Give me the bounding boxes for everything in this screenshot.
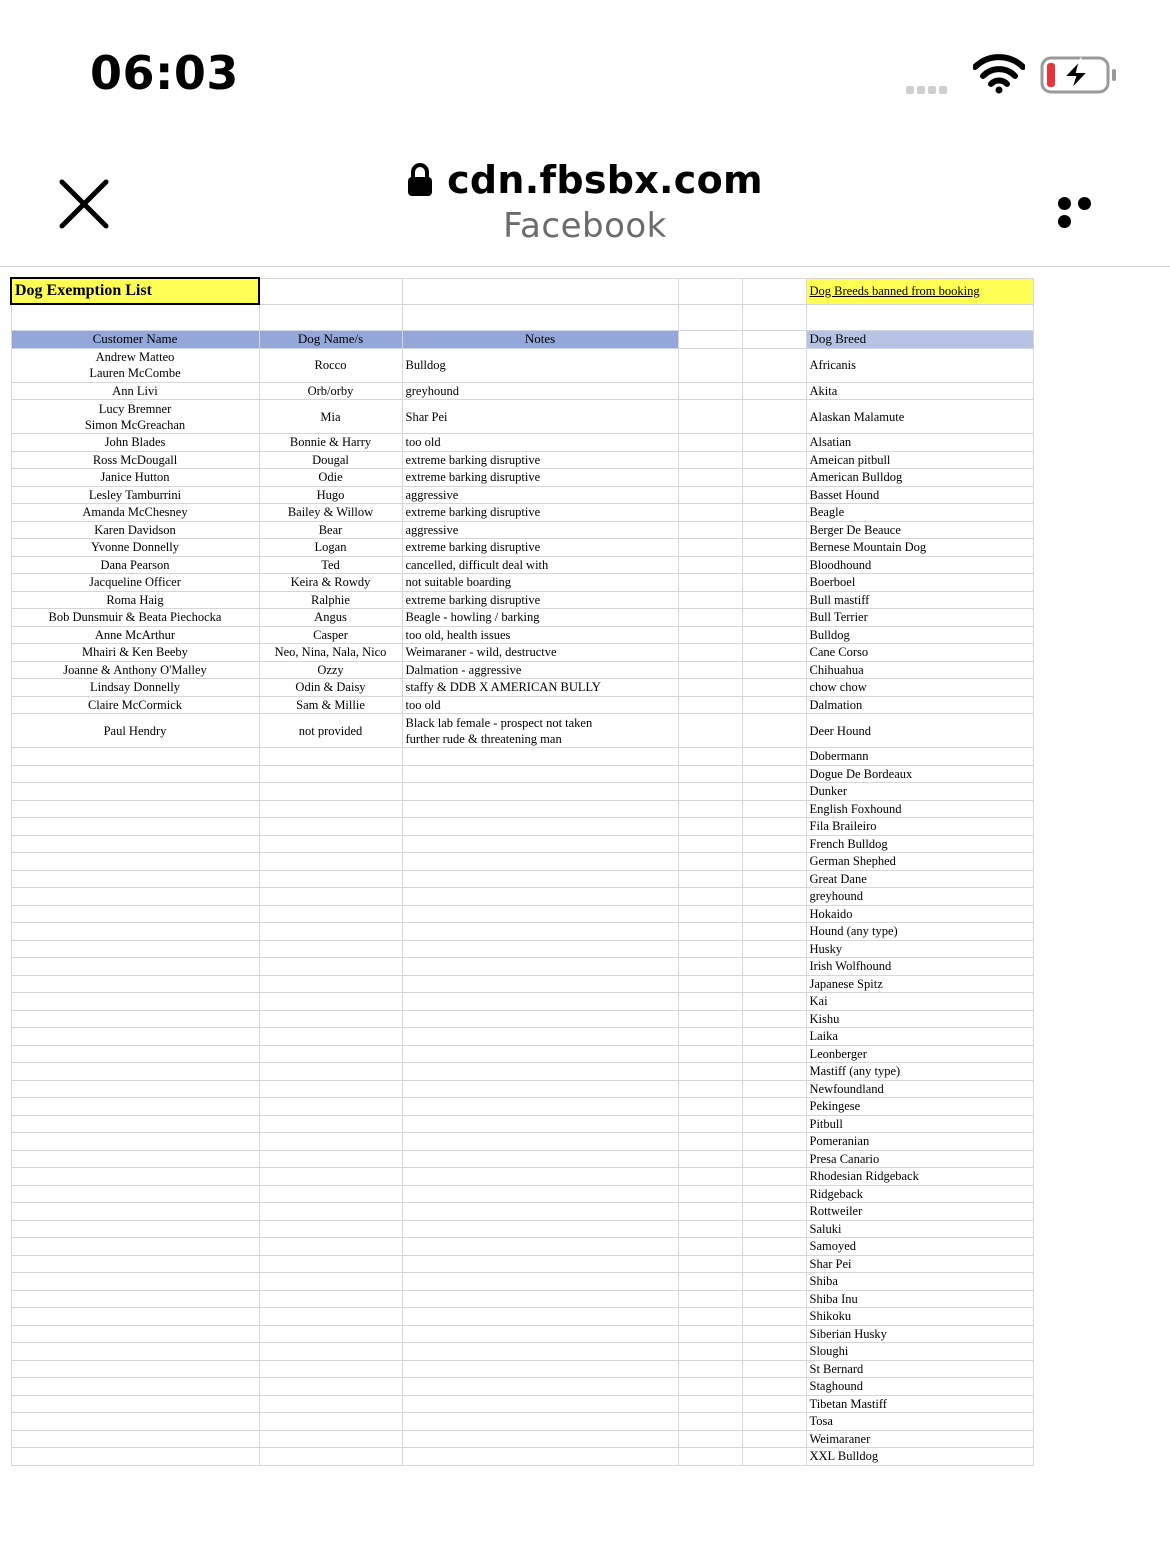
customer-name-cell: Amanda McChesney [11,504,259,522]
table-row [11,1395,1033,1413]
notes-cell: staffy & DDB X AMERICAN BULLY [402,679,678,697]
breed-cell: Hokaido [806,905,1033,923]
more-options-icon[interactable] [1058,197,1116,211]
breed-cell: French Bulldog [806,835,1033,853]
table-row [11,1343,1033,1361]
breed-cell: Newfoundland [806,1080,1033,1098]
breed-cell: Presa Canario [806,1150,1033,1168]
table-row [11,1448,1033,1466]
table-row [11,1010,1033,1028]
table-row [11,975,1033,993]
table-row [11,958,1033,976]
customer-name-cell: Joanne & Anthony O'Malley [11,661,259,679]
customer-name-cell: Anne McArthur [11,626,259,644]
breed-cell: Rhodesian Ridgeback [806,1168,1033,1186]
breed-cell: Staghound [806,1378,1033,1396]
breed-cell: Berger De Beauce [806,521,1033,539]
table-row [11,800,1033,818]
notes-cell: Weimaraner - wild, destructve [402,644,678,662]
breed-cell: Chihuahua [806,661,1033,679]
table-row [11,765,1033,783]
breed-cell: Laika [806,1028,1033,1046]
customer-name-cell: Dana Pearson [11,556,259,574]
table-row [11,1255,1033,1273]
breed-cell: Fila Braileiro [806,818,1033,836]
table-row [11,940,1033,958]
dog-name-cell: Rocco [259,348,402,382]
notes-cell: too old [402,696,678,714]
notes-cell: too old, health issues [402,626,678,644]
dog-name-cell: Angus [259,609,402,627]
breed-cell: Deer Hound [806,714,1033,748]
exemption-table [10,277,1034,1466]
breed-cell: Kai [806,993,1033,1011]
breed-cell: Rottweiler [806,1203,1033,1221]
site-name: Facebook [503,206,667,246]
table-row [11,574,1033,592]
table-row [11,905,1033,923]
table-row [11,1378,1033,1396]
header-customer-name: Customer Name [11,331,259,349]
customer-name-cell: Jacqueline Officer [11,574,259,592]
dog-name-cell: Hugo [259,486,402,504]
header-dog-breed: Dog Breed [806,331,1033,349]
table-row [11,556,1033,574]
customer-name-cell: Karen Davidson [11,521,259,539]
notes-cell: aggressive [402,486,678,504]
breed-cell: Cane Corso [806,644,1033,662]
table-row [11,661,1033,679]
table-row [11,469,1033,487]
table-row [11,818,1033,836]
table-row [11,451,1033,469]
notes-cell: extreme barking disruptive [402,539,678,557]
customer-name-cell: Janice Hutton [11,469,259,487]
dog-name-cell: Mia [259,400,402,434]
breed-cell: Bull mastiff [806,591,1033,609]
breed-cell: Bulldog [806,626,1033,644]
table-row [11,1063,1033,1081]
breed-cell: Weimaraner [806,1430,1033,1448]
sheet-title: Dog Exemption List [11,278,259,304]
breed-cell: Japanese Spitz [806,975,1033,993]
breed-cell: Dobermann [806,748,1033,766]
table-row [11,504,1033,522]
banned-breeds-title: Dog Breeds banned from booking [806,278,1033,304]
breed-cell: Pekingese [806,1098,1033,1116]
customer-name-cell: Claire McCormick [11,696,259,714]
notes-cell: extreme barking disruptive [402,469,678,487]
dog-name-cell: Ted [259,556,402,574]
table-row [11,1080,1033,1098]
customer-name-cell: John Blades [11,434,259,452]
wifi-icon [973,54,1025,94]
breed-cell: Saluki [806,1220,1033,1238]
breed-cell: Shar Pei [806,1255,1033,1273]
lock-icon [407,163,433,197]
breed-cell: English Foxhound [806,800,1033,818]
notes-cell: Dalmation - aggressive [402,661,678,679]
dog-name-cell: Dougal [259,451,402,469]
breed-cell: Bernese Mountain Dog [806,539,1033,557]
breed-cell: Siberian Husky [806,1325,1033,1343]
breed-cell: Alaskan Malamute [806,400,1033,434]
cellular-signal-icon [906,81,950,99]
table-row [11,923,1033,941]
customer-name-cell: Mhairi & Ken Beeby [11,644,259,662]
breed-cell: German Shephed [806,853,1033,871]
dog-name-cell: Keira & Rowdy [259,574,402,592]
breed-cell: Ridgeback [806,1185,1033,1203]
header-notes: Notes [402,331,678,349]
table-row [11,1308,1033,1326]
table-row [11,626,1033,644]
table-row [11,993,1033,1011]
table-row [11,696,1033,714]
table-row [11,1220,1033,1238]
spreadsheet [10,277,1034,1466]
table-row [11,609,1033,627]
customer-name-cell: Lucy Bremner Simon McGreachan [11,400,259,434]
table-row [11,870,1033,888]
url-line [0,158,1170,202]
table-row [11,1413,1033,1431]
notes-cell: Bulldog [402,348,678,382]
table-row [11,853,1033,871]
breed-cell: Basset Hound [806,486,1033,504]
customer-name-cell: Ross McDougall [11,451,259,469]
breed-cell: Dunker [806,783,1033,801]
table-row [11,1028,1033,1046]
table-row [11,521,1033,539]
table-row [11,1430,1033,1448]
url-text: cdn.fbsbx.com [447,158,763,202]
breed-cell: Kishu [806,1010,1033,1028]
breed-cell: Ameican pitbull [806,451,1033,469]
breed-cell: chow chow [806,679,1033,697]
breed-cell: Bloodhound [806,556,1033,574]
breed-cell: Husky [806,940,1033,958]
notes-cell: Beagle - howling / barking [402,609,678,627]
notes-cell: aggressive [402,521,678,539]
table-row [11,644,1033,662]
breed-cell: Africanis [806,348,1033,382]
notes-cell: not suitable boarding [402,574,678,592]
notes-cell: cancelled, difficult deal with [402,556,678,574]
customer-name-cell: Roma Haig [11,591,259,609]
table-row [11,1360,1033,1378]
notes-cell: Shar Pei [402,400,678,434]
table-row [11,783,1033,801]
customer-name-cell: Lindsay Donnelly [11,679,259,697]
table-row [11,1150,1033,1168]
breed-cell: XXL Bulldog [806,1448,1033,1466]
table-row [11,400,1033,434]
breed-cell: Pitbull [806,1115,1033,1133]
breed-cell: Akita [806,382,1033,400]
header-dog-names: Dog Name/s [259,331,402,349]
breed-cell: greyhound [806,888,1033,906]
breed-cell: American Bulldog [806,469,1033,487]
table-row [11,486,1033,504]
status-bar [0,0,1170,140]
breed-cell: Tibetan Mastiff [806,1395,1033,1413]
dog-name-cell: Odie [259,469,402,487]
table-row [11,539,1033,557]
table-row [11,748,1033,766]
breed-cell: Dogue De Bordeaux [806,765,1033,783]
table-row [11,348,1033,382]
dog-name-cell: Bonnie & Harry [259,434,402,452]
breed-cell: Dalmation [806,696,1033,714]
table-row [11,1115,1033,1133]
notes-cell: greyhound [402,382,678,400]
notes-cell: extreme barking disruptive [402,451,678,469]
notes-cell: extreme barking disruptive [402,591,678,609]
table-row [11,714,1033,748]
breed-cell: Beagle [806,504,1033,522]
dog-name-cell: Ozzy [259,661,402,679]
customer-name-cell: Yvonne Donnelly [11,539,259,557]
breed-cell: Shikoku [806,1308,1033,1326]
dog-name-cell: Neo, Nina, Nala, Nico [259,644,402,662]
customer-name-cell: Andrew Matteo Lauren McCombe [11,348,259,382]
breed-cell: Irish Wolfhound [806,958,1033,976]
dog-name-cell: not provided [259,714,402,748]
breed-cell: Alsatian [806,434,1033,452]
breed-cell: Hound (any type) [806,923,1033,941]
breed-cell: Bull Terrier [806,609,1033,627]
table-row [11,1273,1033,1291]
table-row [11,1325,1033,1343]
customer-name-cell: Bob Dunsmuir & Beata Piechocka [11,609,259,627]
breed-cell: Samoyed [806,1238,1033,1256]
table-row [11,1203,1033,1221]
breed-cell: St Bernard [806,1360,1033,1378]
battery-charging-icon [1040,56,1118,94]
breed-cell: Pomeranian [806,1133,1033,1151]
breed-cell: Shiba Inu [806,1290,1033,1308]
breed-cell: Boerboel [806,574,1033,592]
table-row [11,1168,1033,1186]
dog-name-cell: Orb/orby [259,382,402,400]
table-row [11,1098,1033,1116]
address-bar[interactable] [0,158,1170,246]
customer-name-cell: Lesley Tamburrini [11,486,259,504]
dog-name-cell: Bear [259,521,402,539]
table-row [11,1290,1033,1308]
dog-name-cell: Logan [259,539,402,557]
breed-cell: Tosa [806,1413,1033,1431]
dog-name-cell: Bailey & Willow [259,504,402,522]
customer-name-cell: Paul Hendry [11,714,259,748]
table-row [11,1238,1033,1256]
table-row [11,1133,1033,1151]
dog-name-cell: Ralphie [259,591,402,609]
table-row [11,591,1033,609]
breed-cell: Mastiff (any type) [806,1063,1033,1081]
table-row [11,382,1033,400]
table-row [11,888,1033,906]
notes-cell: Black lab female - prospect not taken further rude & threatening man [402,714,678,748]
table-row [11,1185,1033,1203]
notes-cell: too old [402,434,678,452]
breed-cell: Shiba [806,1273,1033,1291]
dog-name-cell: Odin & Daisy [259,679,402,697]
breed-cell: Leonberger [806,1045,1033,1063]
table-row [11,1045,1033,1063]
dog-name-cell: Casper [259,626,402,644]
status-time: 06:03 [90,46,239,100]
table-row [11,434,1033,452]
customer-name-cell: Ann Livi [11,382,259,400]
notes-cell: extreme barking disruptive [402,504,678,522]
breed-cell: Sloughi [806,1343,1033,1361]
table-row [11,679,1033,697]
dog-name-cell: Sam & Millie [259,696,402,714]
breed-cell: Great Dane [806,870,1033,888]
table-row [11,835,1033,853]
